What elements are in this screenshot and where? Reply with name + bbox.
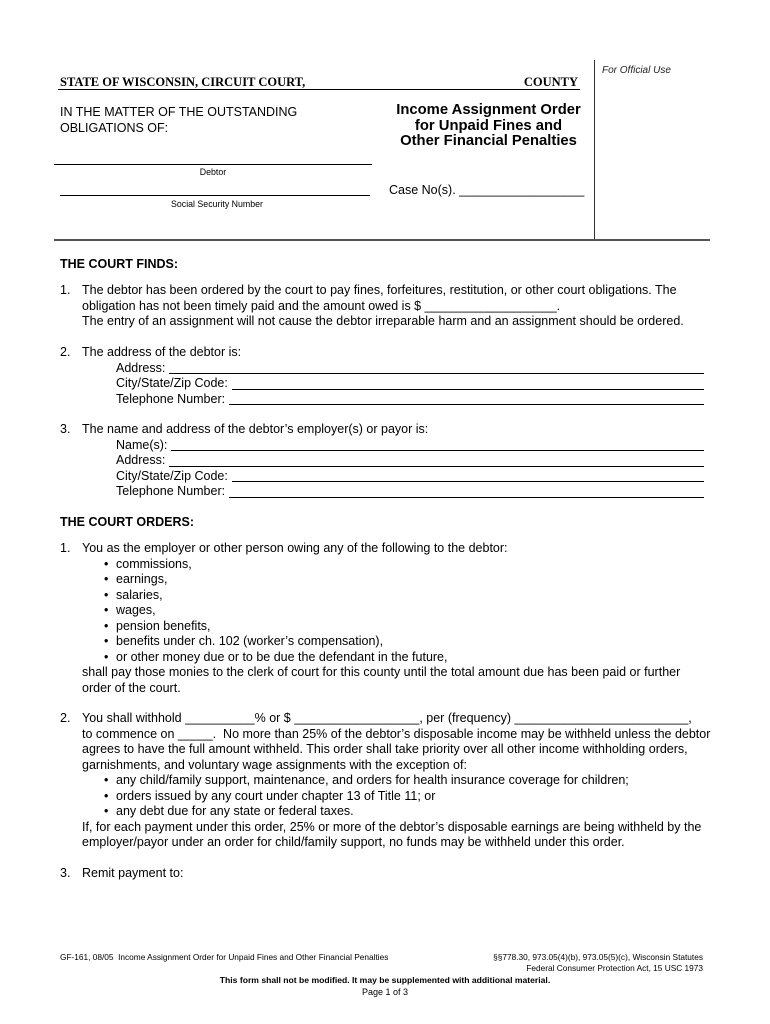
field-label: Telephone Number: xyxy=(116,391,226,406)
list-item-text: salaries, xyxy=(116,587,163,602)
header-divider xyxy=(54,239,710,241)
order-2-body xyxy=(82,711,710,851)
finding-1-body xyxy=(82,283,710,330)
finding-2-text: The address of the debtor is: xyxy=(82,345,242,359)
list-item-text: benefits under ch. 102 (worker’s compensation), xyxy=(116,634,384,648)
debtor-label: Debtor xyxy=(199,167,227,177)
item-number: 2. xyxy=(60,711,71,725)
debtor-name-field[interactable] xyxy=(54,150,372,165)
employer-address-row xyxy=(116,453,704,469)
order-1-closing-line: shall pay those monies to the clerk of court for this county until the total amount due has been paid or further xyxy=(82,665,681,679)
employer-name-field[interactable] xyxy=(171,438,704,452)
findings-heading: THE COURT FINDS: xyxy=(60,257,179,271)
employer-phone-row xyxy=(116,484,704,500)
employer-city-row xyxy=(116,469,704,485)
debtor-phone-row xyxy=(116,392,704,408)
bullet-marker xyxy=(104,572,116,588)
page-number: Page 1 of 3 xyxy=(361,987,409,997)
bullet-marker xyxy=(104,634,116,650)
finding-1 xyxy=(60,283,710,330)
statutes-footer xyxy=(420,952,703,974)
finding-3 xyxy=(60,422,710,500)
item-number: 2. xyxy=(60,345,71,359)
debtor-address-field[interactable] xyxy=(169,361,704,375)
finding-1-line: The debtor has been ordered by the court to pay fines, forfeitures, restitution, or other court obligations. The xyxy=(82,283,677,297)
statute-line: Federal Consumer Protection Act, 15 USC 1973 xyxy=(526,962,703,973)
list-item xyxy=(104,603,710,619)
list-item-text: earnings, xyxy=(116,572,168,586)
finding-1-line: obligation has not been timely paid and the amount owed is $ ___________________. xyxy=(82,298,561,313)
debtor-phone-field[interactable] xyxy=(229,392,704,406)
list-item-text: any debt due for any state or federal taxes. xyxy=(116,804,354,818)
court-caption xyxy=(58,76,580,90)
employer-address-field[interactable] xyxy=(169,453,704,467)
official-use-label: For Official Use xyxy=(602,65,671,76)
bullet-marker xyxy=(104,603,116,619)
list-item-text: wages, xyxy=(116,603,156,617)
list-item xyxy=(104,557,710,573)
list-item xyxy=(104,773,710,789)
order-2-line: to commence on _____. No more than 25% of the debtor’s disposable income may be withheld unless the debtor xyxy=(82,726,711,741)
list-item-text: orders issued by any court under chapter 13 of Title 11; or xyxy=(116,788,436,803)
case-number-field[interactable]: Case No(s). __________________ xyxy=(389,183,585,197)
order-3-text: Remit payment to: xyxy=(82,866,184,880)
order-1 xyxy=(60,541,710,696)
list-item xyxy=(104,804,710,820)
matter-caption-line: OBLIGATIONS OF: xyxy=(60,121,169,135)
field-label: City/State/Zip Code: xyxy=(116,468,228,483)
list-item xyxy=(104,588,710,604)
court-caption-county: COUNTY xyxy=(523,75,578,89)
bullet-marker xyxy=(104,619,116,635)
field-label: Telephone Number: xyxy=(116,484,226,498)
statute-line: §§778.30, 973.05(4)(b), 973.05(5)(c), Wisconsin Statutes xyxy=(493,951,703,962)
order-2-closing-line: employer/payor under an order for child/family support, no funds may be withheld under this order. xyxy=(82,835,625,849)
matter-caption-line: IN THE MATTER OF THE OUTSTANDING xyxy=(60,105,298,119)
order-1-closing-line: order of the court. xyxy=(82,680,181,695)
order-1-body xyxy=(82,541,710,696)
finding-2 xyxy=(60,345,710,407)
order-2 xyxy=(60,711,710,851)
order-2-line: garnishments, and voluntary wage assignments with the exception of: xyxy=(82,757,467,772)
court-caption-state: STATE OF WISCONSIN, CIRCUIT COURT, xyxy=(60,75,306,89)
bullet-marker xyxy=(104,650,116,666)
bullet-marker xyxy=(104,804,116,820)
list-item xyxy=(104,619,710,635)
list-item-text: pension benefits, xyxy=(116,618,211,633)
form-title-line: for Unpaid Fines and xyxy=(414,117,563,134)
list-item xyxy=(104,634,710,650)
debtor-city-state-zip-field[interactable] xyxy=(232,376,704,390)
debtor-address-row xyxy=(116,361,704,377)
bullet-marker xyxy=(104,789,116,805)
ssn-label: Social Security Number xyxy=(171,199,263,209)
form-id-footer: GF-161, 08/05 Income Assignment Order for Unpaid Fines and Other Financial Penalties xyxy=(60,952,389,962)
bullet-marker xyxy=(104,557,116,573)
order-3-body xyxy=(82,866,710,882)
list-item xyxy=(104,789,710,805)
bullet-marker xyxy=(104,588,116,604)
order-2-closing-line: If, for each payment under this order, 25% or more of the debtor’s disposable earnings are being withheld by the xyxy=(82,819,702,834)
item-number: 3. xyxy=(60,866,71,880)
field-label: City/State/Zip Code: xyxy=(116,376,228,390)
list-item xyxy=(104,650,710,666)
matter-caption xyxy=(60,104,297,136)
item-number: 1. xyxy=(60,541,71,555)
finding-3-text: The name and address of the debtor’s employer(s) or payor is: xyxy=(82,422,429,436)
official-use-divider xyxy=(594,60,595,241)
list-item xyxy=(104,572,710,588)
order-1-intro: You as the employer or other person owing any of the following to the debtor: xyxy=(82,541,508,555)
field-label: Name(s): xyxy=(116,437,168,452)
field-label: Address: xyxy=(116,453,166,467)
modification-notice: This form shall not be modified. It may be supplemented with additional material. xyxy=(219,975,551,985)
list-item-text: any child/family support, maintenance, and orders for health insurance coverage for children; xyxy=(116,773,629,787)
item-number: 3. xyxy=(60,422,71,436)
finding-1-line: The entry of an assignment will not cause the debtor irreparable harm and an assignment should be ordered. xyxy=(82,314,684,328)
employer-city-state-zip-field[interactable] xyxy=(232,469,704,483)
order-3 xyxy=(60,866,710,882)
list-item-text: or other money due or to be due the defendant in the future, xyxy=(116,649,448,664)
item-number: 1. xyxy=(60,283,71,297)
bullet-marker xyxy=(104,773,116,789)
orders-heading: THE COURT ORDERS: xyxy=(60,515,195,529)
employer-name-row xyxy=(116,438,704,454)
form-title xyxy=(384,103,593,150)
field-label: Address: xyxy=(116,360,166,375)
employer-phone-field[interactable] xyxy=(229,484,704,498)
finding-2-body xyxy=(82,345,710,407)
order-2-line: You shall withhold __________% or $ __________________, per (frequency) _________________________, xyxy=(82,711,692,725)
ssn-field[interactable] xyxy=(60,182,370,196)
debtor-city-row xyxy=(116,376,704,392)
form-title-line: Other Financial Penalties xyxy=(400,133,577,149)
order-2-line: agrees to have the full amount withheld. This order shall take priority over all other income withholding orders, xyxy=(82,742,688,756)
list-item-text: commissions, xyxy=(116,556,192,571)
finding-3-body xyxy=(82,422,710,500)
form-title-line: Income Assignment Order xyxy=(396,102,581,118)
